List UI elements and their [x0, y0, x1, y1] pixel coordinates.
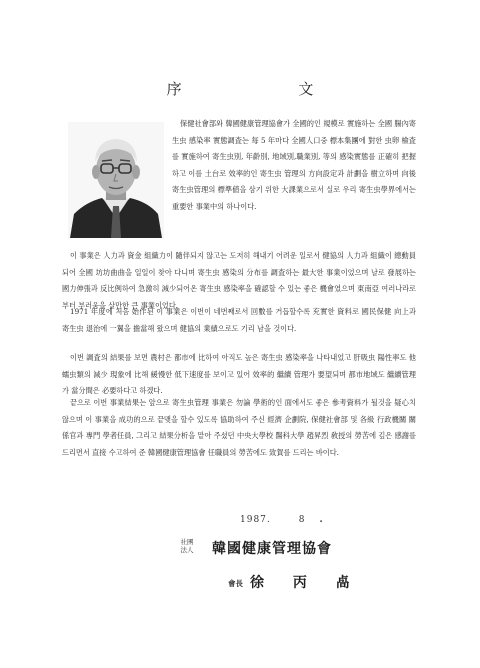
preface-paragraph-3: 1971 年度에 처음 始作된 이 事業은 이번이 네번째로서 回數를 거듭할수록 充實한 資料로 國民保健 向上과 寄生虫 退治에 一翼을 擔當해 왔으며 健協의 業績으로도 기리 남을 것이다.: [62, 307, 416, 333]
preface-paragraph-1: 保健社會部와 韓國健康管理協會가 全國的인 規模로 實施하는 全國 腸內寄生虫 感染率 實態調査는 每 5 年마다 全國人口중 標本集團에 對한 虫卵 檢査를 實施하여 寄生虫別, 年齡別, 地域別,職業別, 等의 感染實態를 正確히 把握하고 이를 土台로 效率的인 寄生虫 管理의 方向設定과 計劃을 樹立하며 向後 寄生虫管理의 標準値을 삼기 위한 大課業으로서 실로 우리 寄生虫學界에서는 重要한 事業中의 하나이다.: [172, 119, 416, 211]
chairman-name: 徐 丙 卨: [250, 575, 362, 591]
preface-paragraph-2: 이 事業은 人力과 資金 組織力이 隨伴되지 않고는 도저히 해내기 어려운 일로서 健協의 人力과 組織이 總動員되어 全國 坊坊曲曲을 일일이 찾아 다니며 寄生虫 感染의 分布를 調査하는 最大한 事業이었으며 날로 發展하는 國力伸張과 反比例하여 急激히 減少되어온 寄生虫 感染率을 確認할 수 있는 좋은 機會였으며 東南亞 여러나라로 부터 부러움을 살만한 큰 事業이었다.: [62, 251, 416, 310]
date-mark: .: [319, 515, 324, 525]
date-year: 1987.: [240, 515, 271, 525]
portrait-photo: [68, 122, 164, 238]
date-line: [240, 515, 324, 525]
chairman-title: 會長: [228, 579, 243, 588]
author-portrait: [68, 122, 164, 238]
organization-name: 韓國健康管理協會: [212, 541, 332, 557]
preface-paragraph-4: 이번 調査의 結果를 보면 農村은 都市에 比하여 아직도 높은 寄生虫 感染率을 나타내었고 肝吸虫 陽性率도 他 蠕虫類의 減少 現象에 比해 緩慢한 低下速度를 보이고 있어 效率的 繼續 管理가 要望되며 都市地域도 繼續管理가 當分間은 必要하다고 하겠다.: [62, 353, 416, 395]
preface-paragraph-5: 끝으로 이번 事業結果는 앞으로 寄生虫管理 事業은 勿論 學術的인 面에서도 좋은 參考資料가 될것을 疑心치 않으며 이 事業을 成功的으로 끝맺을 할수 있도록 協助하여 주신 經濟 企劃院, 保健社會部 및 各級 行政機關 關係官과 專門 學者任員, 그리고 結果分析을 맡아 주셨던 中央大學校 醫科大學 趙昇烈 敎授의 勞苦에 깊은 感謝를 드리면서 直接 수고하여 준 韓國健康管理協會 任職員의 勞苦에도 致賀를 드리는 바이다.: [62, 398, 416, 457]
date-month: 8: [298, 515, 306, 525]
page-title: 序 文: [166, 80, 370, 98]
organization-prefix: 社團法人: [180, 538, 194, 554]
